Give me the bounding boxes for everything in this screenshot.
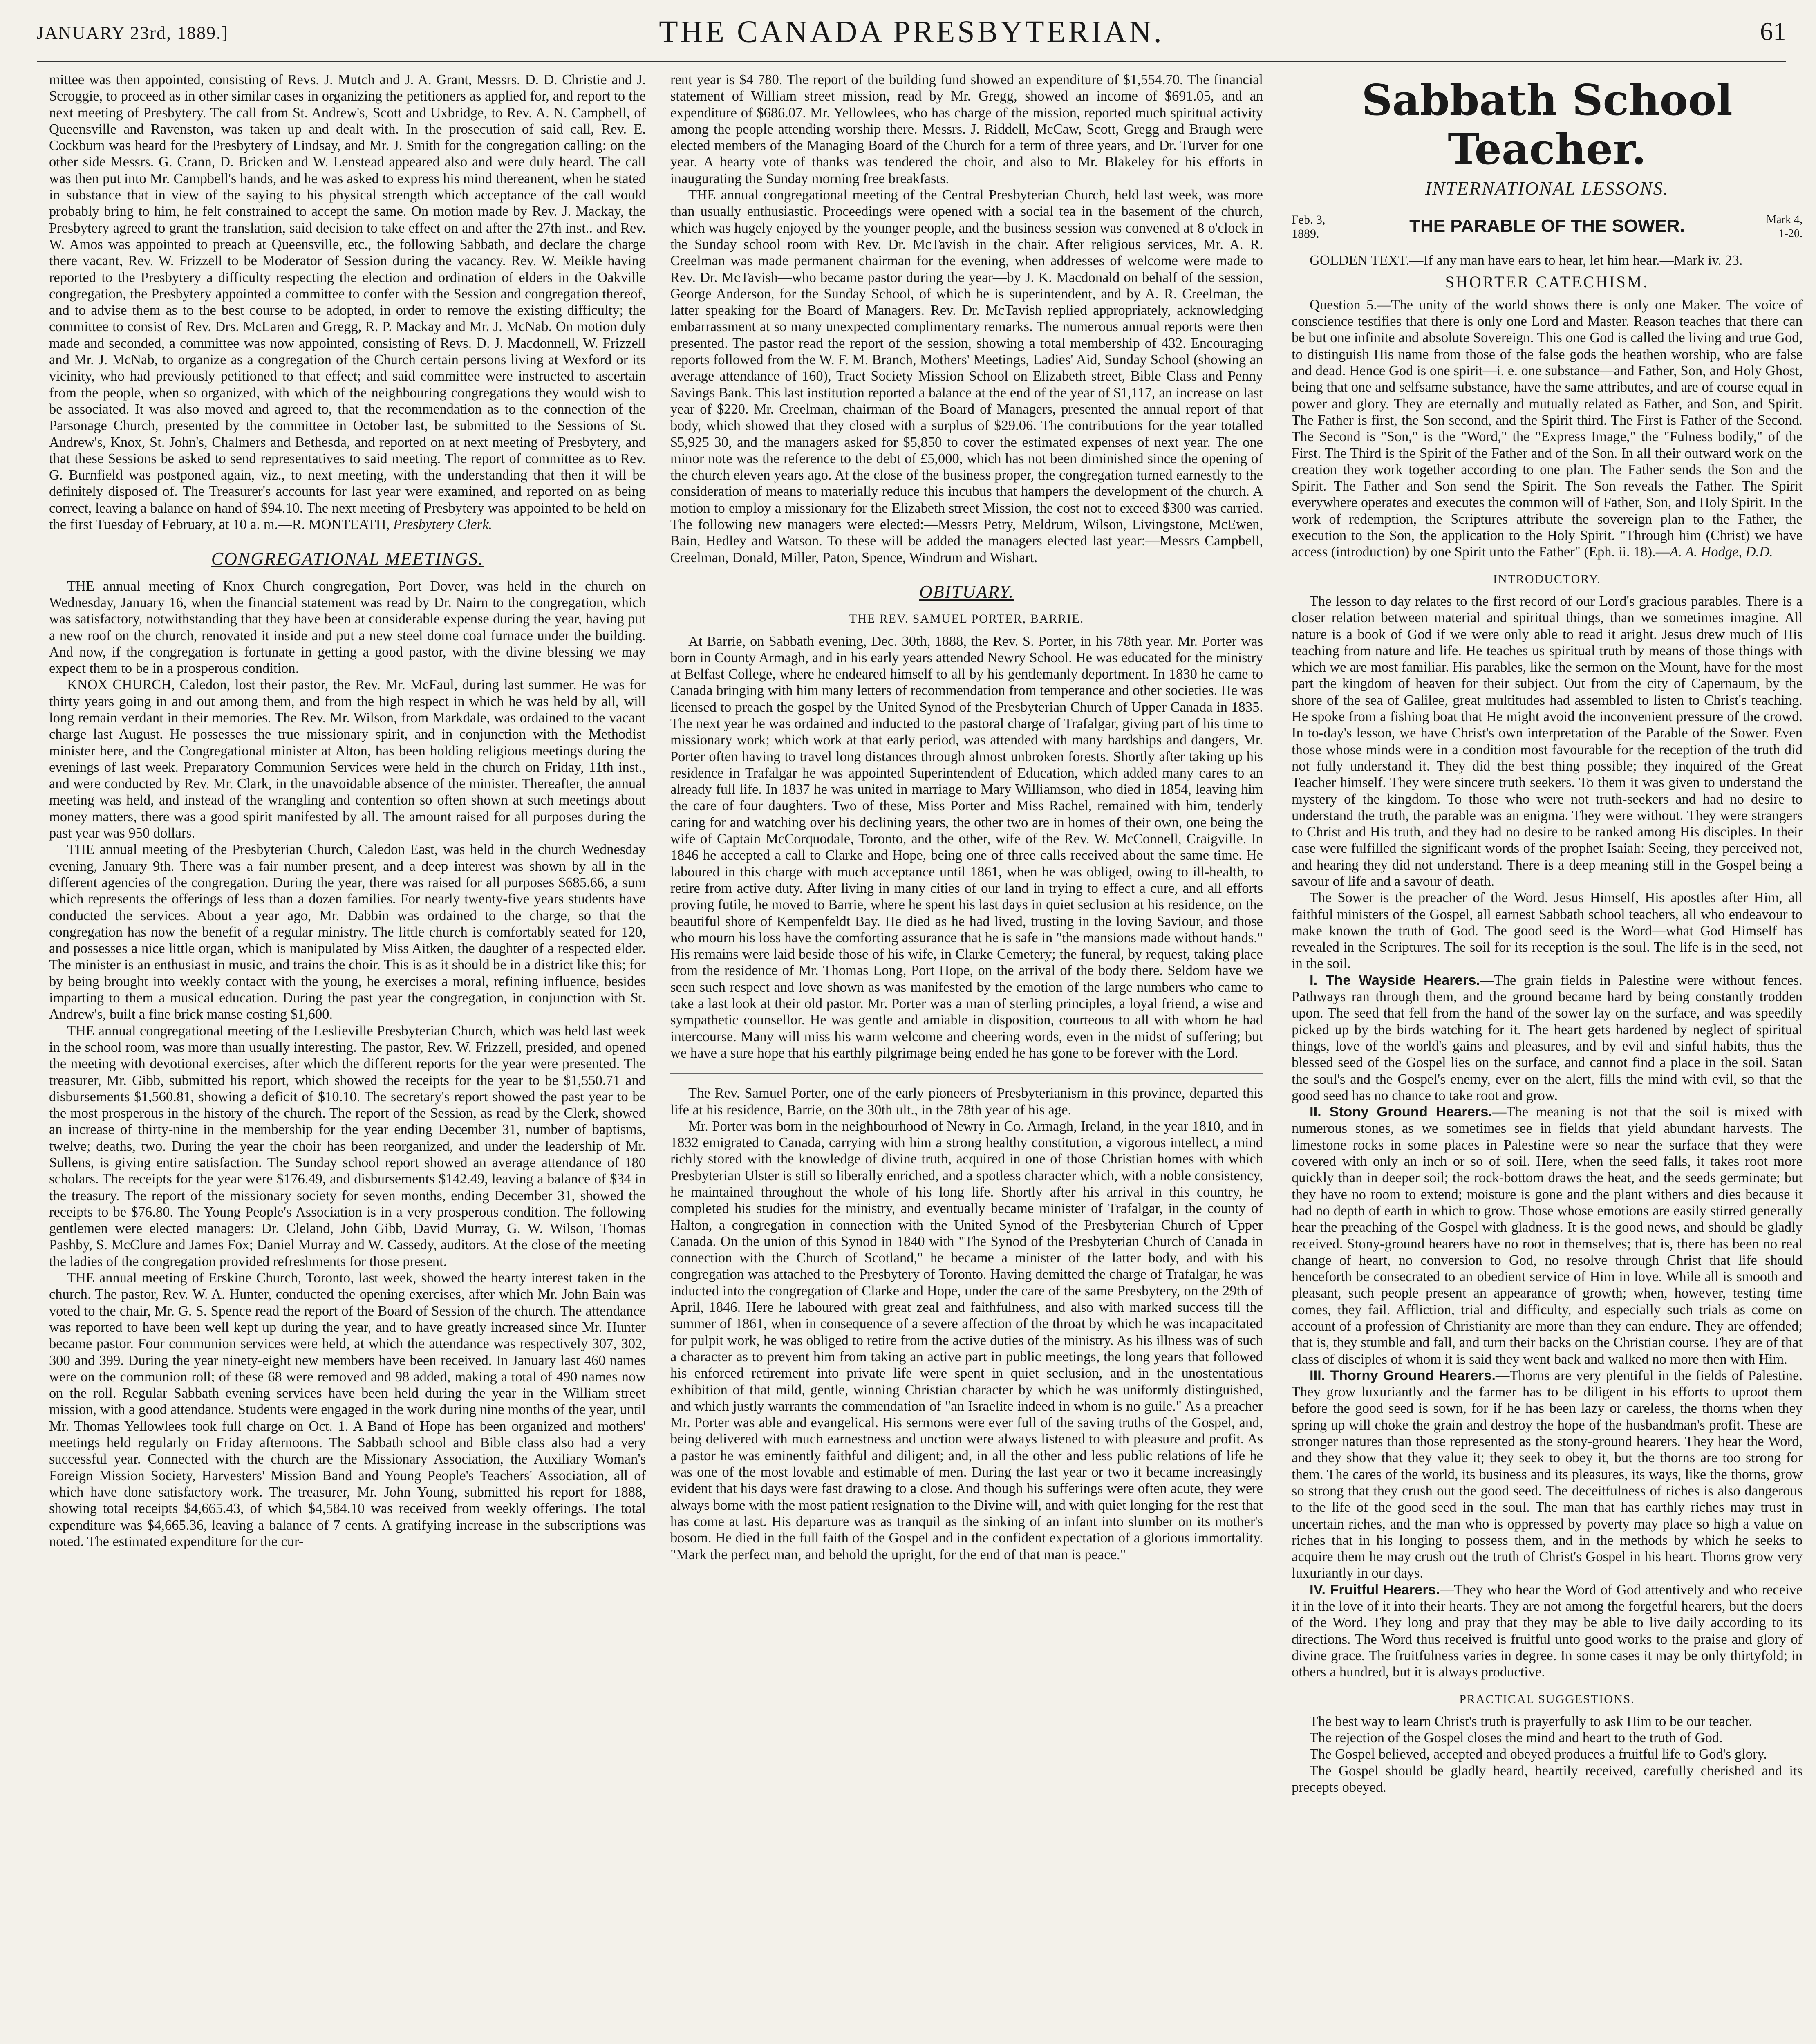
- obituary-heading: OBITUARY.: [919, 581, 1014, 602]
- wayside-hearers: [1292, 972, 1803, 1104]
- lesson-title-row: [1292, 213, 1803, 252]
- suggestion-3: The Gospel believed, accepted and obeyed produces a fruitful life to God's glory.: [1310, 1746, 1767, 1762]
- lesson-date-line-2: 1889.: [1292, 227, 1319, 241]
- question-5: [1292, 297, 1803, 560]
- thorny-ground-hearers-text: —Thorns are very plentiful in the fields of Palestine. They grow luxuriantly and the farmer has to be diligent in his efforts to uproot them before the good seed is sown, for if he has been lazy or careless, the thorns when they spring up will choke the grain and destroy the hope of the husbandman's profit. These are stronger natures than those represented as the stony-ground hearers. They hear the Word, and they show that they value it; they seek to obey it, but the thorns are too strong for them. The cares of the world, its business and its pleasures, its ways, like the thorns, grow so strong that they crush out the good seed. The deceitfulness of riches is also dangerous to the life of the good seed in the soul. The man that has earthly riches may trust in uncertain riches, and the man who is oppressed by poverty may place so high a value on riches that in his longing to possess them, and in the methods by which he seeks to acquire them he may crush out the truth of Christ's Gospel in his heart. Thorns grow very luxuriantly in our days.: [1292, 1367, 1803, 1581]
- fruitful-hearers-title: IV. Fruitful Hearers.: [1310, 1582, 1440, 1598]
- column-3: [1292, 72, 1803, 2044]
- suggestion-2: The rejection of the Gospel closes the mind and heart to the truth of God.: [1310, 1730, 1723, 1746]
- column-1: [49, 72, 646, 2044]
- presbytery-report: [49, 72, 646, 533]
- obituary-subheading: THE REV. SAMUEL PORTER, BARRIE.: [849, 612, 1084, 626]
- issue-date: JANUARY 23rd, 1889.]: [37, 23, 228, 43]
- thorny-ground-hearers: [1292, 1367, 1803, 1582]
- wayside-hearers-title: I. The Wayside Hearers.: [1310, 972, 1480, 988]
- page-header: [37, 12, 1786, 57]
- newspaper-title: THE CANADA PRESBYTERIAN.: [659, 15, 1164, 49]
- obituary-paragraph-3: Mr. Porter was born in the neighbourhood of Newry in Co. Armagh, Ireland, in the year 1810, and in 1832 emigrated to Canada, carrying with him a strong healthy constitution, a vigorous intellect, a mind richly stored with the knowledge of divine truth, acquired in one of those Christian homes with which Presbyterian Ulster is still so liberally enriched, and a spotless character which, with a noble consistency, he maintained throughout the whole of his long life. Shortly after his arrival in this country, he completed his studies for the ministry, and eventually became minister of Trafalgar, in the county of Halton, a congregation in connection with the United Synod of the Presbyterian Church of Upper Canada. On the union of this Synod in 1840 with "The Synod of the Presbyterian Church of Canada in connection with the Church of Scotland," he became a minister of the latter body, and with his congregation was attached to the Presbytery of Toronto. Having demitted the charge of Trafalgar, he was inducted into the congregation of Clarke and Hope, under the care of the same Presbytery, on the 29th of April, 1846. Here he laboured with great zeal and faithfulness, and also with marked success till the summer of 1861, when in consequence of a severe affection of the throat by which he was incapacitated for pulpit work, he was obliged to retire from the active duties of the ministry. As his illness was of such a character as to prevent him from taking an active part in public meetings, the long years that followed his enforced retirement into private life were spent in quiet seclusion, and in the unostentatious exhibition of that mild, gentle, winning Christian character by which he was uniformly distinguished, and which justly warrants the commendation of "an Israelite indeed in whom is no guile." As a preacher Mr. Porter was able and evangelical. His sermons were ever full of the saving truths of the Gospel, and, being delivered with much earnestness and unction were always listened to with pleasure and profit. As a pastor he was eminently faithful and diligent; and, in all the other and less public relations of life he was one of the most lovable and estimable of men. During the last year or two it became increasingly evident that his days were fast drawing to a close. And though his sufferings were often acute, they were always borne with the most patient resignation to the Divine will, and with quiet longing for the rest that has come at last. His departure was as tranquil as the sinking of an infant into slumber on its mother's bosom. He died in the full faith of the Gospel and in the confident expectation of a glorious immortality. "Mark the perfect man, and behold the upright, for the end of that man is peace.": [670, 1118, 1263, 1562]
- lesson-date-line-1: Feb. 3,: [1292, 213, 1326, 227]
- caledon-east-paragraph: THE annual meeting of the Presbyterian Church, Caledon East, was held in the church Wednesday evening, January 9th. There was a fair number present, and a deep interest was shown by all in the different agencies of the congregation. During the year, there was raised for all purposes $685.66, a sum which represents the offerings of less than a dozen families. For nearly twenty-five years students have conducted the services. About a year ago, Mr. Dabbin was ordained to the charge, so that the congregation has now the benefit of a regular ministry. The little church is comfortably seated for 120, and possesses a nice little organ, which is manipulated by Miss Aitken, the daughter of a respected elder. The minister is an enthusiast in music, and trains the choir. This is as it should be in a district like this; for by being brought into weekly contact with the young, he exercises a moral, refining influence, besides imparting to them a musical education. During the past year the congregation, in conjunction with St. Andrew's, built a fine brick manse costing $1,600.: [49, 842, 646, 1022]
- section-divider: [670, 1073, 1263, 1074]
- header-rule: [37, 61, 1786, 62]
- obituary-paragraph-2: The Rev. Samuel Porter, one of the early pioneers of Presbyterianism in this province, departed this life at his residence, Barrie, on the 30th ult., in the 78th year of his age.: [670, 1085, 1263, 1118]
- international-lessons-heading: INTERNATIONAL LESSONS.: [1425, 178, 1669, 199]
- sabbath-school-masthead: Sabbath School Teacher.: [1361, 75, 1733, 174]
- introductory-heading: INTRODUCTORY.: [1493, 572, 1601, 586]
- introductory-paragraph-2: The Sower is the preacher of the Word. Jesus Himself, His apostles after Him, all faithful ministers of the Gospel, all earnest Sabbath school teachers, all who endeavour to make known the truth of God. The good seed is the Word—what God Himself has revealed in the Scriptures. The soil for its reception is the soul. The life is in the seed, not in the soil.: [1292, 890, 1803, 972]
- congregational-meetings-heading: CONGREGATIONAL MEETINGS.: [211, 549, 484, 569]
- presbytery-report-text: mittee was then appointed, consisting of Revs. J. Mutch and J. A. Grant, Messrs. D. D. Christie and J. Scroggie, to proceed as in other similar cases in organizing the petitioners as applied for, and report to the next meeting of Presbytery. The call from St. Andrew's, Scott and Uxbridge, to Rev. A. N. Campbell, of Queensville and Ravenston, was taken up and dealt with. In the prosecution of said call, Rev. E. Cockburn was heard for the Presbytery of Lindsay, and Mr. J. Smith for the congregation calling: on the other side Messrs. G. Crann, D. Bricken and W. Lenstead appeared also and were duly heard. The call was then put into Mr. Campbell's hands, and he was asked to express his mind thereanent, when he stated in substance that in view of the saying to his physical strength which acceptance of the call would probably bring to him, he felt constrained to accept the same. On motion made by Rev. J. Mackay, the Presbytery agreed to grant the translation, said decision to take effect on and after the 27th inst.. and Rev. W. Amos was appointed to preach at Queensville, etc., the following Sabbath, and declare the charge there vacant, Rev. W. Frizzell to be Moderator of Session during the vacancy. Rev. W. Meikle having reported to the Presbytery a difficulty respecting the election and ordination of elders in the Oakville congregation, the Presbytery appointed a committee to confer with the Session and congregation thereof, and to advise them as to the best course to be adopted, in order to remove the existing difficulty; the committee to consist of Rev. Drs. McLaren and Gregg, R. P. Mackay and Mr. J. McNab. On motion duly made and seconded, a committee was now appointed, consisting of Revs. D. J. Macdonnell, W. Frizzell and Mr. J. McNab, to organize as a congregation of the Church certain persons living at Wexford or its vicinity, who had previously petitioned to that effect; and said committee were instructed to ascertain from the people, when so organized, with which of the neighbouring congregations they would wish to be associated. It was also moved and agreed to, that the recommendation as to the connection of the Parsonage Church, presented by the committee in October last, be submitted to the Sessions of St. Andrew's, Knox, St. John's, Chalmers and Bethesda, and reported on at next meeting of Presbytery, and that these Sessions be asked to send representatives to said meeting. The report of committee as to Rev. G. Burnfield was postponed again, viz., to next meeting, with the understanding that then it will be definitely disposed of. The Treasurer's accounts for last year were examined, and reported on as being correct, leaving a balance on hand of $94.10. The next meeting of Presbytery was appointed to be held on the first Tuesday of February, at 10 a. m.—R. MONTEATH,: [49, 72, 646, 533]
- fruitful-hearers-text: —They who hear the Word of God attentively and who receive it in the love of it into their hearts. They are not among the forgetful hearers, but the doers of the Word. They long and pray that they may be able to live daily according to its directions. The Word thus received is fruitful unto good works to the praise and glory of divine grace. The fruitfulness varies in degree. In some cases it may be only thirtyfold; in others a hundred, but it is always productive.: [1292, 1582, 1803, 1680]
- column-2: [670, 72, 1263, 2044]
- stony-ground-hearers: [1292, 1104, 1803, 1367]
- erskine-paragraph: THE annual meeting of Erskine Church, Toronto, last week, showed the hearty interest taken in the church. The pastor, Rev. W. A. Hunter, conducted the opening exercises, after which Mr. John Bain was voted to the chair, Mr. G. S. Spence read the report of the Board of Session of the church. The attendance was reported to have been well kept up during the year, and to have greatly increased since Mr. Hunter became pastor. Four communion services were held, at which the attendance was respectively 307, 302, 300 and 399. During the year ninety-eight new members have been received. In January last 460 names were on the communion roll; of these 68 were removed and 98 added, making a total of 490 names now on the roll. Regular Sabbath evening services have been held during the year in the William street mission, with a good attendance. Students were engaged in the work during nine months of the year, until Mr. Thomas Yellowlees took full charge on Oct. 1. A Band of Hope has been organized and mothers' meetings held regularly on Friday afternoons. The Sabbath school and Bible class also had a very successful year. Connected with the church are the Missionary Association, the Auxiliary Woman's Foreign Mission Society, Harvesters' Mission Band and Young People's Teachers' Association, all of which have done satisfactory work. The treasurer, Mr. John Young, submitted his report for 1888, showing total receipts $4,665.43, of which $4,584.10 was received from weekly offerings. The total expenditure was $4,665.36, leaving a balance of 7 cents. A gratifying increase in the subscriptions was noted. The estimated expenditure for the cur-: [49, 1270, 646, 1549]
- lesson-reference-line-2: 1-20.: [1778, 227, 1803, 240]
- page-number: 61: [1760, 17, 1786, 46]
- central-church-paragraph: THE annual congregational meeting of the Central Presbyterian Church, held last week, was more than usually enthusiastic. Proceedings were opened with a social tea in the basement of the church, which was hugely enjoyed by the younger people, and the business session was convened at 8 o'clock in the Sunday school room with Rev. Dr. McTavish in the chair. After religious services, Mr. A. R. Creelman was made permanent chairman for the evening, when addresses of welcome were made to Rev. Dr. McTavish—who became pastor during the year—by J. K. Macdonald on behalf of the session, George Anderson, for the Sunday School, of which he is superintendent, and by A. R. Creelman, the latter speaking for the Board of Managers. Rev. Dr. McTavish replied appropriately, acknowledging embarrassment at so many unexpected complimentary remarks. The numerous annual reports were then presented. The pastor read the report of the session, showing a total membership of 432. Encouraging reports followed from the W. F. M. Branch, Mothers' Meetings, Ladies' Aid, Sunday School (showing an average attendance of 160), Tract Society Mission School on Elizabeth street, Bible Class and Penny Savings Bank. This last institution reported a balance at the end of the year of $1,117, an increase on last year of $220. Mr. Creelman, chairman of the Board of Managers, presented the annual report of that body, which showed that they closed with a surplus of $29.06. The contributions for the year totalled $5,925 30, and the managers asked for $5,850 to cover the estimated expenses of next year. The one minor note was the reference to the debt of £5,000, which has not been diminished since the opening of the church eleven years ago. At the close of the business proper, the congregation turned earnestly to the consideration of means to materially reduce this incubus that hampers the development of the church. A motion to employ a missionary for the Elizabeth street Mission, the cost not to exceed $300 was carried. The following new managers were elected:—Messrs Petry, Meldrum, Wilson, Livingstone, McEwen, Bain, Hedley and Watson. To these will be added the managers elected last year:—Messrs Campbell, Creelman, Donald, Miller, Paton, Spence, Windrum and Wishart.: [670, 187, 1263, 565]
- thorny-ground-hearers-title: III. Thorny Ground Hearers.: [1310, 1367, 1496, 1383]
- shorter-catechism-heading: SHORTER CATECHISM.: [1445, 272, 1649, 291]
- leslieville-paragraph: THE annual congregational meeting of the Leslieville Presbyterian Church, which was held last week in the school room, was more than usually interesting. The pastor, Rev. W. Frizzell, presided, and opened the meeting with devotional exercises, after which the different reports for the year were presented. The treasurer, Mr. Gibb, submitted his report, which showed the receipts for the year to be $1,550.71 and disbursements $1,560.81, showing a deficit of $10.10. The secretary's report showed the past year to be the most prosperous in the history of the church. The report of the Session, as read by the Clerk, showed an increase of thirty-nine in the membership for the year ending December 31, number of baptisms, twelve; deaths, two. During the year the choir has been reorganized, and under the leadership of Mr. Sullens, is giving entire satisfaction. The Sunday school report showed an average attendance of 180 scholars. The receipts for the year were $176.49, and disbursements $142.49, leaving a balance of $34 in the treasury. The report of the missionary society for seven months, ending December 31, showed the receipts to be $76.80. The Young People's Association is in a very prosperous condition. The following gentlemen were elected managers: Dr. Cleland, John Gibb, David Murray, G. W. Wilson, Thomas Pashby, S. McClure and James Fox; Daniel Murray and W. Cassedy, auditors. At the close of the meeting the ladies of the congregation provided refreshments for those present.: [49, 1023, 646, 1269]
- obituary-paragraph-1: At Barrie, on Sabbath evening, Dec. 30th, 1888, the Rev. S. Porter, in his 78th year. Mr. Porter was born in County Armagh, and in his early years attended Newry School. He was educated for the ministry at Belfast College, where he endeared himself to all by his gentlemanly deportment. In 1830 he came to Canada bringing with him many letters of recommendation from temperance and other societies. He was licensed to preach the gospel by the United Synod of the Presbyterian Church of Upper Canada in 1835. The next year he was ordained and inducted to the pastoral charge of Trafalgar, giving part of his time to missionary work; which work at that early period, was attended with many hardships and dangers, Mr. Porter often having to travel long distances through almost unbroken forests. Shortly after taking up his residence in Trafalgar he was appointed Superintendent of Education, which added many cares to an already full life. In 1837 he was united in marriage to Mary Williamson, who died in 1854, leaving him the care of four daughters. Two of these, Miss Porter and Miss Rachel, remained with him, tenderly caring for and watching over his declining years, the other two are in homes of their own, one being the wife of Captain McCorquodale, Toronto, and the other, wife of the Rev. W. McConnell, Craigville. In 1846 he accepted a call to Clarke and Hope, being one of three calls received about the same time. He laboured in this charge with much acceptance until 1861, when he was obliged, owing to ill-health, to retire from active duty. After living in many cities of our land in trying to effect a cure, and all efforts proving futile, he moved to Barrie, where he spent his last days in quiet seclusion at his residence, on the beautiful shore of Kempenfeldt Bay. He died as he had lived, trusting in the loving Saviour, and those who mourn his loss have the comforting assurance that he is safe in "the mansions made without hands." His remains were laid beside those of his wife, in Clarke Cemetery; the funeral, by request, taking place from the residence of Mr. Thomas Long, Port Hope, on the arrival of the body there. Seldom have we seen such respect and love shown as was manifested by the emotion of the large numbers who came to take a last look at their old pastor. Mr. Porter was a man of sterling principles, a loyal friend, a wise and sympathetic counsellor. He was gentle and amiable in disposition, courteous to all with whom he had intercourse. Many will miss his warm welcome and cheering words, even in the midst of suffering; but we have a sure hope that his earthly pilgrimage being ended he has gone to be forever with the Lord.: [670, 633, 1263, 1061]
- lesson-title: THE PARABLE OF THE SOWER.: [1409, 216, 1685, 236]
- golden-text: GOLDEN TEXT.—If any man have ears to hear, let him hear.—Mark iv. 23.: [1310, 253, 1743, 269]
- caledon-paragraph: KNOX CHURCH, Caledon, lost their pastor, the Rev. Mr. McFaul, during last summer. He was for thirty years going in and out among them, and from the high respect in which he was held by all, will long remain verdant in their memories. The Rev. Mr. Wilson, from Markdale, was ordained to the vacant charge last August. He possesses the true missionary spirit, and in conjunction with the Methodist minister here, and the Congregational minister at Alton, has been holding religious meetings during the evenings of last week. Preparatory Communion Services were held in the church on Friday, 11th inst., and were conducted by Rev. Mr. Clark, in the unavoidable absence of the minister. Thereafter, the annual meeting was held, and instead of the wrangling and contention so often shown at such meetings about money matters, there was a good spirit manifested by all. The amount raised for all purposes during the past year was 950 dollars.: [49, 677, 646, 841]
- question-5-author: A. A. Hodge, D.D.: [1670, 544, 1773, 560]
- presbytery-clerk-signature: Presbytery Clerk.: [393, 517, 493, 533]
- practical-suggestions-heading: PRACTICAL SUGGESTIONS.: [1459, 1692, 1635, 1706]
- question-5-text: Question 5.—The unity of the world shows there is only one Maker. The voice of conscience testifies that there is only one Lord and Master. Reason teaches that there can be but one infinite and absolute Sovereign. This one God is called the living and true God, to distinguish His name from those of the false gods the heathen worship, who are false and dead. Hence God is one spirit—i. e. one substance—and Father, Son, and Holy Ghost, being that one and selfsame substance, have the same attributes, and are of course equal in power and glory. They are eternally and mutually related as Father, and Son, and Spirit. The Father is first, the Son second, and the Spirit third. The First is Father of the Second. The Second is "Son," is the "Word," the "Express Image," the "Fulness bodily," of the First. The Third is the Spirit of the Father and of the Son. In all their outward work on the creation they work together according to one plan. The Father sends the Son and the Spirit. The Father and Son send the Spirit. The Son reveals the Father. The Spirit everywhere operates and executes the common will of Father, Son, and Holy Spirit. In the work of redemption, the Scriptures attribute the sovereign plan to the Father, the execution to the Son, the application to the Holy Spirit. "Through him (Christ) we have access (introduction) by one Spirit unto the Father" (Eph. ii. 18).—: [1292, 297, 1803, 560]
- erskine-continued-paragraph: rent year is $4 780. The report of the building fund showed an expenditure of $1,554.70. The financial statement of William street mission, read by Mr. Gregg, showed an income of $691.05, and an expenditure of $686.07. Mr. Yellowlees, who has charge of the mission, reported much spiritual activity among the people attending worship there. Messrs. J. Riddell, McCaw, Scott, Gregg and Braugh were elected members of the Managing Board of the Church for a term of three years, and Dr. Turver for one year. A hearty vote of thanks was tendered the choir, and also to Mr. Blakeley for his efforts in inaugurating the Sunday morning free breakfasts.: [670, 72, 1263, 186]
- stony-ground-hearers-text: —The meaning is not that the soil is mixed with numerous stones, as we sometimes see in fields that yield abundant harvests. The limestone rocks in some places in Palestine were so near the surface that they were covered with only an inch or so of soil. Here, when the seed falls, it takes root more quickly than in deeper soil; the rock-bottom draws the heat, and the seeds germinate; but they have no room to extend; moisture is gone and the plant withers and dies because it had no depth of earth in which to grow. Those whose emotions are easily stirred generally hear the preaching of the Gospel with gladness. It is the good news, and should be gladly received. Stony-ground hearers have no root in themselves; that is, there has been no real change of heart, no conversion to God, no resolve through Christ that life should henceforth be consecrated to an obedient service of Him in love. While all is smooth and pleasant, such people present an appearance of growth; when, however, testing time comes, they fail. Affliction, trial and difficulty, and especially such trials as come on account of a profession of Christianity are more than they can endure. They are offended; that is, they stumble and fall, and turn their backs on the Christian course. They are of that class of disciples of whom it is said they went back and walked no more then with Him.: [1292, 1104, 1803, 1367]
- suggestion-4: The Gospel should be gladly heard, heartily received, carefully cherished and its precepts obeyed.: [1292, 1763, 1803, 1795]
- suggestion-1: The best way to learn Christ's truth is prayerfully to ask Him to be our teacher.: [1310, 1713, 1753, 1729]
- lesson-reference-line-1: Mark 4,: [1766, 213, 1803, 226]
- fruitful-hearers: [1292, 1582, 1803, 1681]
- wayside-hearers-text: —The grain fields in Palestine were without fences. Pathways ran through them, and the ground became hard by being constantly trodden upon. The seed that fell from the hand of the sower lay on the surface, and was speedily picked up by the birds watching for it. The heart gets hardened by neglect of spiritual things, love of the world's gains and pleasures, and by evil and sinful habits, thus the blessed seed of the Gospel lies on the surface, and cannot find a place in the soil. Satan the soul's and the Gospel's enemy, ever on the alert, fills the mind with evil, so that the good seed has no chance to take root and grow.: [1292, 972, 1803, 1103]
- port-dover-paragraph: THE annual meeting of Knox Church congregation, Port Dover, was held in the church on Wednesday, January 16, when the financial statement was read by Dr. Nairn to the congregation, which was satisfactory, notwithstanding that they have been at considerable expense during the year, having put a new roof on the church, renovated it inside and put a new steel dome coal furnace under the building. And now, if the congregation is fortunate in getting a good pastor, with the divine blessing we may expect them to be in a prosperous condition.: [49, 578, 646, 677]
- introductory-paragraph-1: The lesson to day relates to the first record of our Lord's gracious parables. There is a closer relation between material and spiritual things, than we sometimes imagine. All nature is a book of God if we were only able to read it aright. Jesus drew much of His teaching from nature and life. He teaches us spiritual truth by means of those things with which we are most familiar. His parables, like the sermon on the Mount, have for the most part the kingdom of heaven for their subject. Out from the city of Capernaum, by the shore of the sea of Galilee, great multitudes had assembled to listen to Christ's teaching. He spoke from a fishing boat that He might avoid the inconvenient pressure of the crowd. In to-day's lesson, we have Christ's own interpretation of the Parable of the Sower. Even those whose minds were in a condition most favourable for the reception of the truth did not fully understand it. They did the best thing possible; they inquired of the Great Teacher himself. They were sincere truth seekers. To them it was given to understand the mystery of the kingdom. To those who were not truth-seekers and had no desire to understand the truth, the parable was an enigma. They were without. They were strangers to Christ and His truth, and they had no desire to be ranked among His disciples. In their case were fulfilled the significant words of the prophet Isaiah: Seeing, they perceived not, and hearing they did not understand. There is a deep meaning still in the Gospel being a savour of life and a savour of death.: [1292, 593, 1803, 889]
- lesson-reference: [1766, 213, 1803, 241]
- stony-ground-hearers-title: II. Stony Ground Hearers.: [1310, 1104, 1493, 1120]
